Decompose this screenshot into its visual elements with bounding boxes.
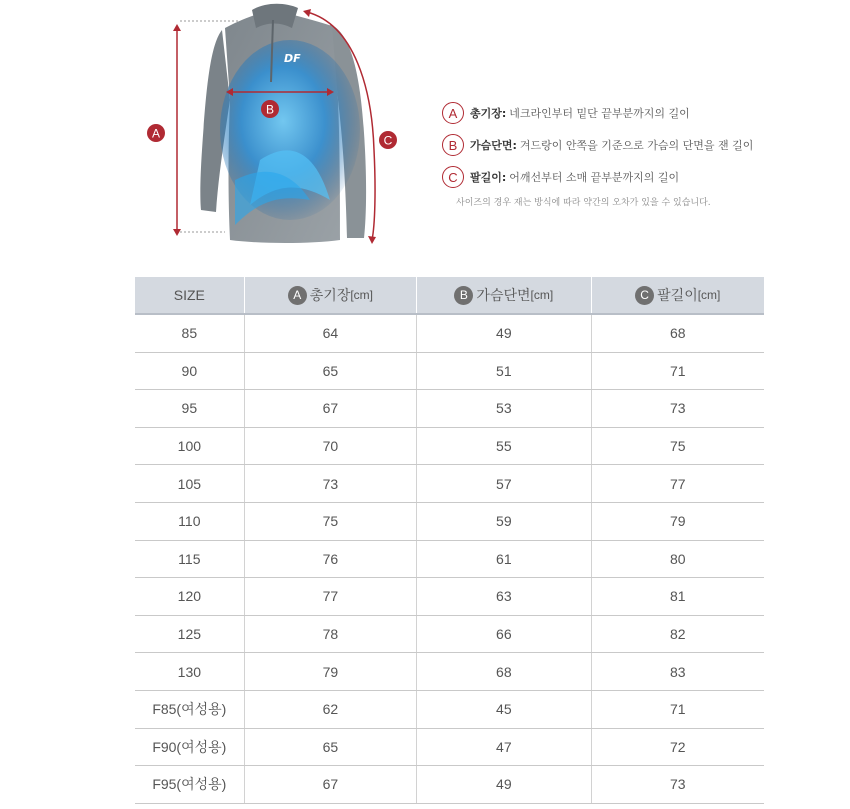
total-length-cell: 73 [244, 465, 416, 503]
size-cell: F95(여성용) [135, 766, 244, 804]
legend-desc: 네크라인부터 밑단 끝부분까지의 길이 [509, 107, 690, 120]
chest-width-cell: 63 [417, 578, 591, 616]
shirt-measurement-diagram [140, 0, 420, 250]
svg-text:C: C [383, 133, 393, 148]
total-length-cell: 77 [244, 578, 416, 616]
marker-a-icon: A [442, 102, 464, 124]
size-cell: 105 [135, 465, 244, 503]
size-cell: 125 [135, 615, 244, 653]
total-length-cell: 79 [244, 653, 416, 691]
shirt-illustration [140, 0, 420, 250]
table-row [135, 352, 764, 390]
size-cell: 85 [135, 314, 244, 352]
chest-width-cell: 68 [417, 653, 591, 691]
sleeve-length-cell: 80 [591, 540, 764, 578]
chest-width-cell: 57 [417, 465, 591, 503]
total-length-cell: 70 [244, 427, 416, 465]
sleeve-length-cell: 68 [591, 314, 764, 352]
sleeve-length-cell: 71 [591, 690, 764, 728]
sleeve-length-cell: 82 [591, 615, 764, 653]
legend-desc: 겨드랑이 안쪽을 기준으로 가슴의 단면을 잰 길이 [519, 139, 754, 152]
chest-width-cell: 66 [417, 615, 591, 653]
legend-item-c [442, 165, 802, 189]
table-row [135, 766, 764, 804]
total-length-cell: 65 [244, 352, 416, 390]
size-cell: 95 [135, 390, 244, 428]
total-length-cell: 67 [244, 766, 416, 804]
sleeve-length-cell: 79 [591, 502, 764, 540]
table-row [135, 502, 764, 540]
legend-term: 팔길이: [470, 171, 507, 184]
chest-width-cell: 51 [417, 352, 591, 390]
legend-term: 가슴단면: [470, 139, 517, 152]
chest-width-cell: 53 [417, 390, 591, 428]
marker-b-icon: B [454, 286, 473, 305]
chest-width-cell: 55 [417, 427, 591, 465]
chest-width-cell: 45 [417, 690, 591, 728]
measurement-legend [442, 101, 802, 208]
chest-width-cell: 49 [417, 766, 591, 804]
table-row [135, 540, 764, 578]
svg-text:A: A [151, 126, 161, 141]
sleeve-length-cell: 81 [591, 578, 764, 616]
size-cell: 100 [135, 427, 244, 465]
table-row [135, 728, 764, 766]
legend-item-a [442, 101, 802, 125]
size-cell: F85(여성용) [135, 690, 244, 728]
marker-b-icon: B [442, 134, 464, 156]
sleeve-length-cell: 73 [591, 390, 764, 428]
chest-width-cell: 47 [417, 728, 591, 766]
marker-a-icon: A [288, 286, 307, 305]
size-cell: F90(여성용) [135, 728, 244, 766]
legend-desc: 어깨선부터 소매 끝부분까지의 길이 [509, 171, 680, 184]
header-size: SIZE [135, 277, 244, 314]
sleeve-length-cell: 83 [591, 653, 764, 691]
total-length-cell: 64 [244, 314, 416, 352]
legend-term: 총기장: [470, 107, 507, 120]
chest-width-cell: 59 [417, 502, 591, 540]
total-length-cell: 75 [244, 502, 416, 540]
total-length-cell: 67 [244, 390, 416, 428]
marker-c-icon: C [442, 166, 464, 188]
size-note: 사이즈의 경우 재는 방식에 따라 약간의 오차가 있을 수 있습니다. [456, 198, 711, 208]
table-header-row [135, 277, 764, 314]
size-cell: 120 [135, 578, 244, 616]
total-length-cell: 65 [244, 728, 416, 766]
size-cell: 110 [135, 502, 244, 540]
table-row [135, 653, 764, 691]
sleeve-length-cell: 71 [591, 352, 764, 390]
sleeve-length-cell: 75 [591, 427, 764, 465]
header-chest-width: B 가슴단면 [cm] [417, 277, 591, 314]
total-length-cell: 76 [244, 540, 416, 578]
chest-width-cell: 49 [417, 314, 591, 352]
table-row [135, 314, 764, 352]
table-row [135, 465, 764, 503]
sleeve-length-cell: 77 [591, 465, 764, 503]
table-row [135, 390, 764, 428]
legend-item-b [442, 133, 802, 157]
marker-c-icon: C [635, 286, 654, 305]
table-row [135, 615, 764, 653]
table-row [135, 578, 764, 616]
total-length-cell: 62 [244, 690, 416, 728]
size-table [135, 277, 764, 804]
svg-text:B: B [265, 102, 275, 117]
sleeve-length-cell: 72 [591, 728, 764, 766]
table-row [135, 427, 764, 465]
sleeve-length-cell: 73 [591, 766, 764, 804]
logo-text: DF [284, 52, 301, 65]
total-length-cell: 78 [244, 615, 416, 653]
table-row [135, 690, 764, 728]
chest-width-cell: 61 [417, 540, 591, 578]
size-cell: 115 [135, 540, 244, 578]
header-sleeve-length: C 팔길이 [cm] [591, 277, 764, 314]
header-total-length: A 총기장 [cm] [244, 277, 416, 314]
size-cell: 130 [135, 653, 244, 691]
size-cell: 90 [135, 352, 244, 390]
